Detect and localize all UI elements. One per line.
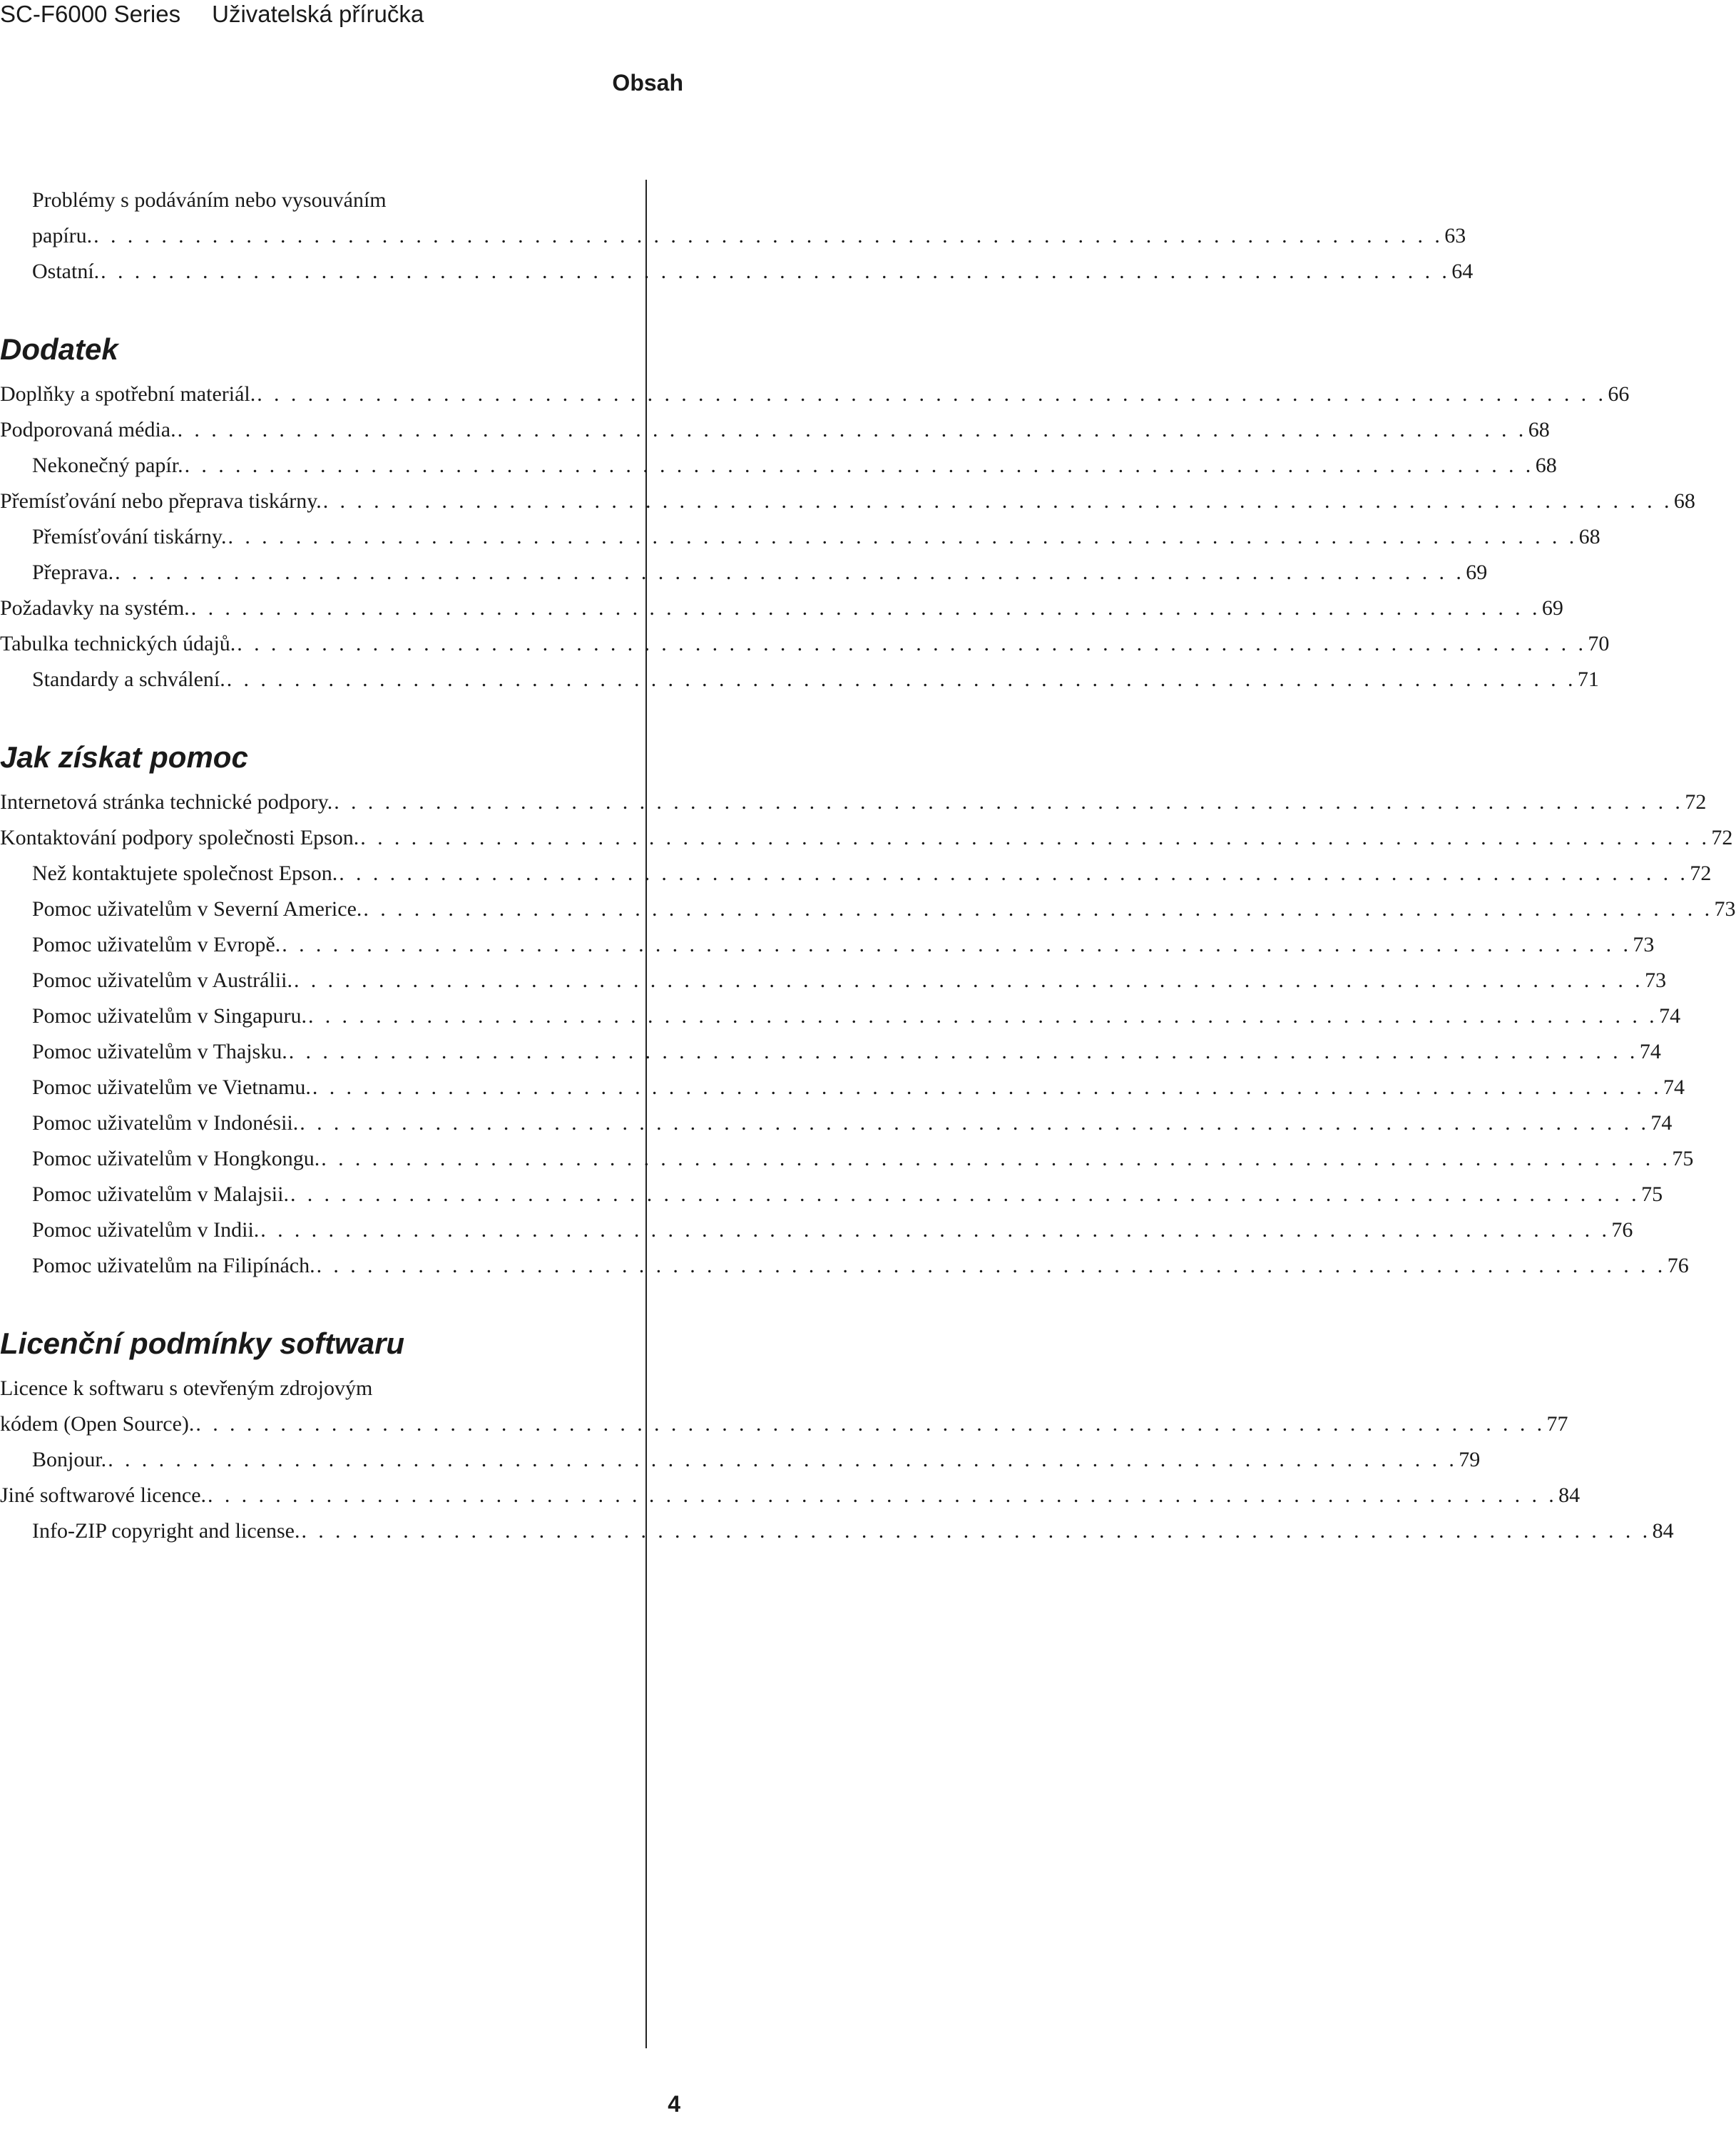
toc-entry-label: Nekonečný papír. <box>32 454 183 477</box>
toc-leader-dots: . . . . . . . . . . . . . . . . . . . . . . . . . . . . . . . . . . . . . . . . . . . . . . . . . . . . . . . . . . . . . . . . . . . . . . . . . . . . . . . . <box>360 826 1710 849</box>
toc-entry-label: Než kontaktujete společnost Epson. <box>32 862 338 885</box>
toc-entry[interactable] <box>0 519 1600 555</box>
toc-entry-page: 76 <box>1667 1254 1689 1277</box>
toc-entry[interactable] <box>0 662 1599 698</box>
toc-entry-label-line1: Problémy s podáváním nebo vysouváním <box>32 188 387 212</box>
toc-entry-label: Přemísťování tiskárny. <box>32 525 227 548</box>
toc-entry-page: 66 <box>1608 382 1630 406</box>
page-number: 4 <box>668 2091 680 2117</box>
toc-entry-label: Info-ZIP copyright and license. <box>32 1519 300 1543</box>
toc-entry-page: 79 <box>1459 1448 1481 1471</box>
toc-leader-dots: . . . . . . . . . . . . . . . . . . . . . . . . . . . . . . . . . . . . . . . . . . . . . . . . . . . . . . . . . . . . . . . . . . . . . . . . . . . . . . . . <box>93 224 1444 247</box>
toc-leader-dots: . . . . . . . . . . . . . . . . . . . . . . . . . . . . . . . . . . . . . . . . . . . . . . . . . . . . . . . . . . . . . . . . . . . . . . . . . . . . . . . . <box>228 525 1578 548</box>
toc-leader-dots: . . . . . . . . . . . . . . . . . . . . . . . . . . . . . . . . . . . . . . . . . . . . . . . . . . . . . . . . . . . . . . . . . . . . . . . . . . . . . . . . <box>177 418 1527 441</box>
toc-entry-label: Jiné softwarové licence. <box>0 1483 207 1507</box>
toc-entry[interactable] <box>0 1212 1633 1248</box>
toc-leader-dots: . . . . . . . . . . . . . . . . . . . . . . . . . . . . . . . . . . . . . . . . . . . . . . . . . . . . . . . . . . . . . . . . . . . . . . . . . . . . . . . . <box>363 897 1713 921</box>
toc-leader-dots: . . . . . . . . . . . . . . . . . . . . . . . . . . . . . . . . . . . . . . . . . . . . . . . . . . . . . . . . . . . . . . . . . . . . . . . . . . . . . . . . <box>237 632 1587 655</box>
toc-entry-page: 84 <box>1652 1519 1674 1543</box>
toc-entry-label: Přeprava. <box>32 561 114 584</box>
toc-entry-label: Pomoc uživatelům v Indii. <box>32 1218 260 1242</box>
toc-entry[interactable] <box>0 927 1655 963</box>
toc-leader-dots: . . . . . . . . . . . . . . . . . . . . . . . . . . . . . . . . . . . . . . . . . . . . . . . . . . . . . . . . . . . . . . . . . . . . . . . . . . . . . . . . <box>257 382 1607 406</box>
toc-entry-page: 73 <box>1645 969 1667 992</box>
toc-leader-dots: . . . . . . . . . . . . . . . . . . . . . . . . . . . . . . . . . . . . . . . . . . . . . . . . . . . . . . . . . . . . . . . . . . . . . . . . . . . . . . . . <box>290 1182 1640 1206</box>
toc-entry-label: Pomoc uživatelům v Severní Americe. <box>32 897 362 921</box>
toc-entry-page: 72 <box>1690 862 1712 885</box>
toc-entry-page: 64 <box>1451 260 1474 283</box>
toc-entry-page: 84 <box>1558 1483 1581 1507</box>
toc-entry[interactable] <box>0 1141 1694 1177</box>
toc-entry[interactable] <box>0 820 1733 856</box>
toc-entry-label: Doplňky a spotřební materiál. <box>0 382 256 406</box>
toc-entry-label: Požadavky na systém. <box>0 596 190 620</box>
section-heading: Jak získat pomoc <box>0 740 248 774</box>
running-header <box>0 0 455 29</box>
toc-leader-dots: . . . . . . . . . . . . . . . . . . . . . . . . . . . . . . . . . . . . . . . . . . . . . . . . . . . . . . . . . . . . . . . . . . . . . . . . . . . . . . . . <box>316 1254 1666 1277</box>
toc-leader-dots: . . . . . . . . . . . . . . . . . . . . . . . . . . . . . . . . . . . . . . . . . . . . . . . . . . . . . . . . . . . . . . . . . . . . . . . . . . . . . . . . <box>321 1147 1671 1170</box>
toc-entry-label: Pomoc uživatelům v Malajsii. <box>32 1182 289 1206</box>
toc-entry-page: 68 <box>1673 489 1695 513</box>
section-label: Obsah <box>612 70 683 96</box>
toc-entry-label: Kontaktování podpory společnosti Epson. <box>0 826 359 849</box>
toc-entry-label: Podporovaná média. <box>0 418 176 441</box>
toc-entry-label: Pomoc uživatelům v Indonésii. <box>32 1111 299 1135</box>
toc-entry[interactable] <box>0 1371 1568 1442</box>
toc-entry-page: 68 <box>1578 525 1600 548</box>
toc-entry[interactable] <box>0 1478 1581 1513</box>
toc-entry[interactable] <box>0 1513 1674 1549</box>
toc-leader-dots: . . . . . . . . . . . . . . . . . . . . . . . . . . . . . . . . . . . . . . . . . . . . . . . . . . . . . . . . . . . . . . . . . . . . . . . . . . . . . . . . <box>184 454 1534 477</box>
toc-entry[interactable] <box>0 254 1474 290</box>
toc-entry[interactable] <box>0 785 1707 820</box>
toc-entry-label: Pomoc uživatelům v Evropě. <box>32 933 281 956</box>
toc-entry-page: 75 <box>1672 1147 1694 1170</box>
toc-entry[interactable] <box>0 183 1466 254</box>
toc-entry-page: 69 <box>1466 561 1488 584</box>
toc-entry-label: Pomoc uživatelům ve Vietnamu. <box>32 1075 311 1099</box>
toc-entry-page: 70 <box>1588 632 1610 655</box>
toc-entry[interactable] <box>0 484 1695 519</box>
toc-entry[interactable] <box>0 1105 1673 1141</box>
toc-entry[interactable] <box>0 963 1667 998</box>
toc-entry[interactable] <box>0 856 1712 891</box>
product-name: SC-F6000 Series <box>0 1 181 27</box>
toc-entry-label: Pomoc uživatelům na Filipínách. <box>32 1254 315 1277</box>
toc-entry-page: 69 <box>1541 596 1563 620</box>
toc-leader-dots: . . . . . . . . . . . . . . . . . . . . . . . . . . . . . . . . . . . . . . . . . . . . . . . . . . . . . . . . . . . . . . . . . . . . . . . . . . . . . . . . <box>190 596 1541 620</box>
toc-entry[interactable] <box>0 448 1557 484</box>
toc-entry-page: 72 <box>1685 790 1707 814</box>
toc-entry-page: 75 <box>1641 1182 1663 1206</box>
toc-leader-dots: . . . . . . . . . . . . . . . . . . . . . . . . . . . . . . . . . . . . . . . . . . . . . . . . . . . . . . . . . . . . . . . . . . . . . . . . . . . . . . . . <box>288 1040 1638 1063</box>
toc-entry-page: 73 <box>1714 897 1736 921</box>
toc-entry[interactable] <box>0 626 1610 662</box>
toc-entry-page: 76 <box>1611 1218 1633 1242</box>
toc-entry-label: Bonjour. <box>32 1448 107 1471</box>
toc-entry-page: 68 <box>1535 454 1557 477</box>
toc-leader-dots: . . . . . . . . . . . . . . . . . . . . . . . . . . . . . . . . . . . . . . . . . . . . . . . . . . . . . . . . . . . . . . . . . . . . . . . . . . . . . . . . <box>195 1412 1546 1436</box>
toc-entry[interactable] <box>0 891 1736 927</box>
toc-entry-label-line1: Licence k softwaru s otevřeným zdrojovým <box>0 1376 373 1400</box>
toc-leader-dots: . . . . . . . . . . . . . . . . . . . . . . . . . . . . . . . . . . . . . . . . . . . . . . . . . . . . . . . . . . . . . . . . . . . . . . . . . . . . . . . . <box>260 1218 1610 1242</box>
toc-entry-label: Tabulka technických údajů. <box>0 632 236 655</box>
section-heading: Dodatek <box>0 332 118 366</box>
toc-entry[interactable] <box>0 1248 1689 1284</box>
toc-entry[interactable] <box>0 591 1563 626</box>
toc-leader-dots: . . . . . . . . . . . . . . . . . . . . . . . . . . . . . . . . . . . . . . . . . . . . . . . . . . . . . . . . . . . . . . . . . . . . . . . . . . . . . . . . <box>293 969 1644 992</box>
toc-leader-dots: . . . . . . . . . . . . . . . . . . . . . . . . . . . . . . . . . . . . . . . . . . . . . . . . . . . . . . . . . . . . . . . . . . . . . . . . . . . . . . . . <box>307 1004 1658 1028</box>
toc-leader-dots: . . . . . . . . . . . . . . . . . . . . . . . . . . . . . . . . . . . . . . . . . . . . . . . . . . . . . . . . . . . . . . . . . . . . . . . . . . . . . . . . <box>339 862 1689 885</box>
toc-entry-label: Pomoc uživatelům v Singapuru. <box>32 1004 307 1028</box>
toc-entry[interactable] <box>0 1034 1661 1070</box>
toc-entry[interactable] <box>0 1442 1481 1478</box>
toc-entry-label: Pomoc uživatelům v Thajsku. <box>32 1040 287 1063</box>
toc-leader-dots: . . . . . . . . . . . . . . . . . . . . . . . . . . . . . . . . . . . . . . . . . . . . . . . . . . . . . . . . . . . . . . . . . . . . . . . . . . . . . . . . <box>282 933 1632 956</box>
toc-leader-dots: . . . . . . . . . . . . . . . . . . . . . . . . . . . . . . . . . . . . . . . . . . . . . . . . . . . . . . . . . . . . . . . . . . . . . . . . . . . . . . . . <box>108 1448 1458 1471</box>
toc-entry-page: 74 <box>1639 1040 1661 1063</box>
toc-leader-dots: . . . . . . . . . . . . . . . . . . . . . . . . . . . . . . . . . . . . . . . . . . . . . . . . . . . . . . . . . . . . . . . . . . . . . . . . . . . . . . . . <box>208 1483 1558 1507</box>
toc-entry-page: 74 <box>1650 1111 1673 1135</box>
toc-entry[interactable] <box>0 998 1681 1034</box>
toc-leader-dots: . . . . . . . . . . . . . . . . . . . . . . . . . . . . . . . . . . . . . . . . . . . . . . . . . . . . . . . . . . . . . . . . . . . . . . . . . . . . . . . . <box>300 1111 1650 1135</box>
toc-leader-dots: . . . . . . . . . . . . . . . . . . . . . . . . . . . . . . . . . . . . . . . . . . . . . . . . . . . . . . . . . . . . . . . . . . . . . . . . . . . . . . . . <box>334 790 1684 814</box>
toc-entry-label: Pomoc uživatelům v Austrálii. <box>32 969 292 992</box>
toc-entry-label: Internetová stránka technické podpory. <box>0 790 333 814</box>
toc-entry[interactable] <box>0 412 1550 448</box>
toc-entry-label: papíru. <box>32 224 93 247</box>
toc-entry-label: Pomoc uživatelům v Hongkongu. <box>32 1147 320 1170</box>
toc-entry-label: Ostatní. <box>32 260 100 283</box>
guide-name: Uživatelská příručka <box>212 1 424 27</box>
toc-entry[interactable] <box>0 555 1488 591</box>
toc-leader-dots: . . . . . . . . . . . . . . . . . . . . . . . . . . . . . . . . . . . . . . . . . . . . . . . . . . . . . . . . . . . . . . . . . . . . . . . . . . . . . . . . <box>322 489 1673 513</box>
table-of-contents <box>0 183 1736 1549</box>
toc-entry-page: 72 <box>1711 826 1733 849</box>
toc-entry[interactable] <box>0 1177 1663 1212</box>
section-heading: Licenční podmínky softwaru <box>0 1327 405 1360</box>
toc-entry-page: 71 <box>1577 668 1599 691</box>
toc-leader-dots: . . . . . . . . . . . . . . . . . . . . . . . . . . . . . . . . . . . . . . . . . . . . . . . . . . . . . . . . . . . . . . . . . . . . . . . . . . . . . . . . <box>226 668 1576 691</box>
toc-leader-dots: . . . . . . . . . . . . . . . . . . . . . . . . . . . . . . . . . . . . . . . . . . . . . . . . . . . . . . . . . . . . . . . . . . . . . . . . . . . . . . . . <box>115 561 1465 584</box>
toc-entry-label: Standardy a schválení. <box>32 668 225 691</box>
toc-entry-label: Přemísťování nebo přeprava tiskárny. <box>0 489 322 513</box>
toc-entry-label: kódem (Open Source). <box>0 1412 195 1436</box>
toc-leader-dots: . . . . . . . . . . . . . . . . . . . . . . . . . . . . . . . . . . . . . . . . . . . . . . . . . . . . . . . . . . . . . . . . . . . . . . . . . . . . . . . . <box>101 260 1451 283</box>
toc-entry[interactable] <box>0 377 1630 412</box>
toc-entry-page: 63 <box>1444 224 1466 247</box>
toc-entry-page: 73 <box>1633 933 1655 956</box>
toc-entry-page: 68 <box>1528 418 1550 441</box>
toc-leader-dots: . . . . . . . . . . . . . . . . . . . . . . . . . . . . . . . . . . . . . . . . . . . . . . . . . . . . . . . . . . . . . . . . . . . . . . . . . . . . . . . . <box>301 1519 1651 1543</box>
toc-entry[interactable] <box>0 1070 1685 1105</box>
toc-entry-page: 74 <box>1663 1075 1685 1099</box>
toc-entry-page: 77 <box>1546 1412 1568 1436</box>
toc-leader-dots: . . . . . . . . . . . . . . . . . . . . . . . . . . . . . . . . . . . . . . . . . . . . . . . . . . . . . . . . . . . . . . . . . . . . . . . . . . . . . . . . <box>312 1075 1663 1099</box>
toc-entry-page: 74 <box>1659 1004 1681 1028</box>
